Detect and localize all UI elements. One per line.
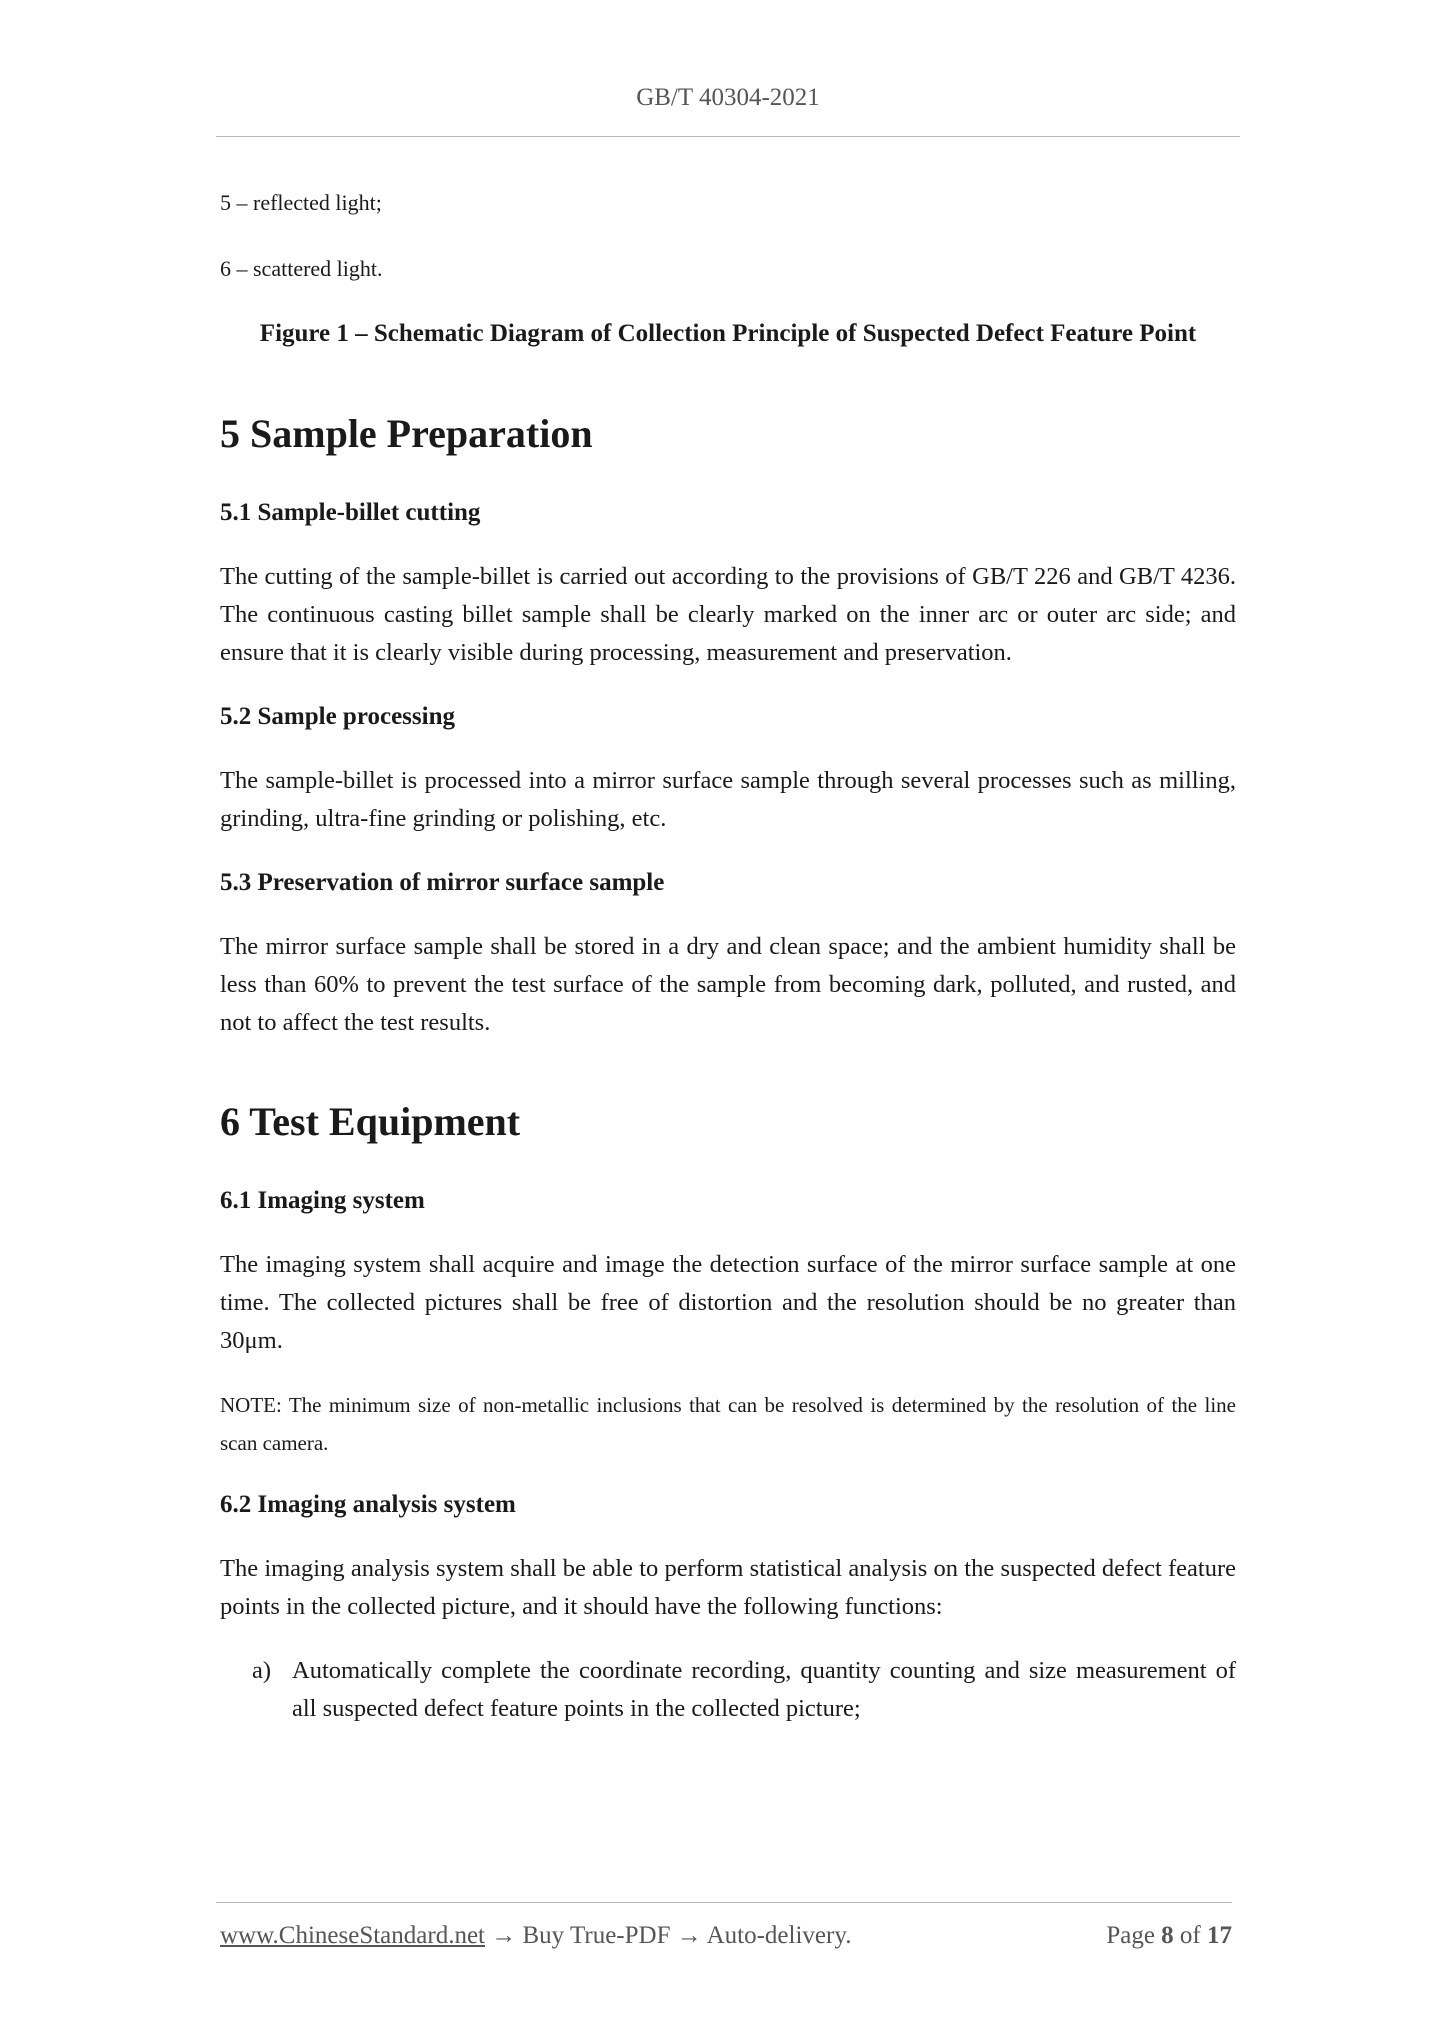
section-heading-5: 5 Sample Preparation [220, 411, 593, 456]
paragraph-5-3: The mirror surface sample shall be stored in a dry and clean space; and the ambient humidity shall be less than 60% to prevent the test surface of the sample from becoming dark, polluted, and rusted, and not to affect the test results. [220, 933, 1236, 1036]
list-marker: a) [252, 1657, 272, 1684]
page-word: Page [1106, 1922, 1155, 1949]
subsection-heading-5-2: 5.2 Sample processing [220, 703, 455, 730]
subsection-heading-5-3: 5.3 Preservation of mirror surface sample [220, 869, 665, 896]
figure-caption: Figure 1 – Schematic Diagram of Collection Principle of Suspected Defect Feature Point [259, 320, 1197, 347]
footer-divider [216, 1902, 1232, 1903]
subsection-heading-6-1: 6.1 Imaging system [220, 1187, 425, 1214]
note-6-1: NOTE: The minimum size of non-metallic inclusions that can be resolved is determined by the resolution of the line scan camera. [220, 1393, 1236, 1455]
footer-promo: → Buy True-PDF → Auto-delivery. [485, 1922, 852, 1949]
page-header: GB/T 40304-2021 [636, 84, 820, 111]
page-content [220, 182, 1236, 1728]
site-link[interactable]: www.ChineseStandard.net [220, 1922, 485, 1949]
paragraph-5-2: The sample-billet is processed into a mirror surface sample through several processes such as milling, grinding, ultra-fine grinding or polishing, etc. [220, 767, 1236, 832]
paragraph-6-1: The imaging system shall acquire and image the detection surface of the mirror surface sample at one time. The collected pictures shall be free of distortion and the resolution should be no greater than 30μm. [220, 1251, 1236, 1354]
paragraph-6-2: The imaging analysis system shall be able to perform statistical analysis on the suspected defect feature points in the collected picture, and it should have the following functions: [220, 1555, 1236, 1620]
list-item [252, 1652, 1236, 1728]
page-footer [220, 1922, 1232, 1950]
list-item-text: Automatically complete the coordinate recording, quantity counting and size measurement of all suspected defect feature points in the collected picture; [292, 1657, 1236, 1722]
page-number: 8 [1161, 1922, 1174, 1949]
subsection-heading-6-2: 6.2 Imaging analysis system [220, 1491, 516, 1518]
page-total: 17 [1207, 1922, 1232, 1949]
header-divider [216, 136, 1240, 137]
footer-left [220, 1922, 851, 1950]
paragraph-5-1: The cutting of the sample-billet is carried out according to the provisions of GB/T 226 and GB/T 4236. The continuous casting billet sample shall be clearly marked on the inner arc or outer arc side; and ensure that it is clearly visible during processing, measurement and preservation. [220, 563, 1236, 666]
figure-legend-item: 6 – scattered light. [220, 256, 383, 281]
subsection-heading-5-1: 5.1 Sample-billet cutting [220, 499, 481, 526]
figure-legend-item: 5 – reflected light; [220, 190, 382, 215]
section-heading-6: 6 Test Equipment [220, 1099, 521, 1144]
of-word: of [1179, 1922, 1201, 1949]
page-indicator [1106, 1922, 1232, 1950]
